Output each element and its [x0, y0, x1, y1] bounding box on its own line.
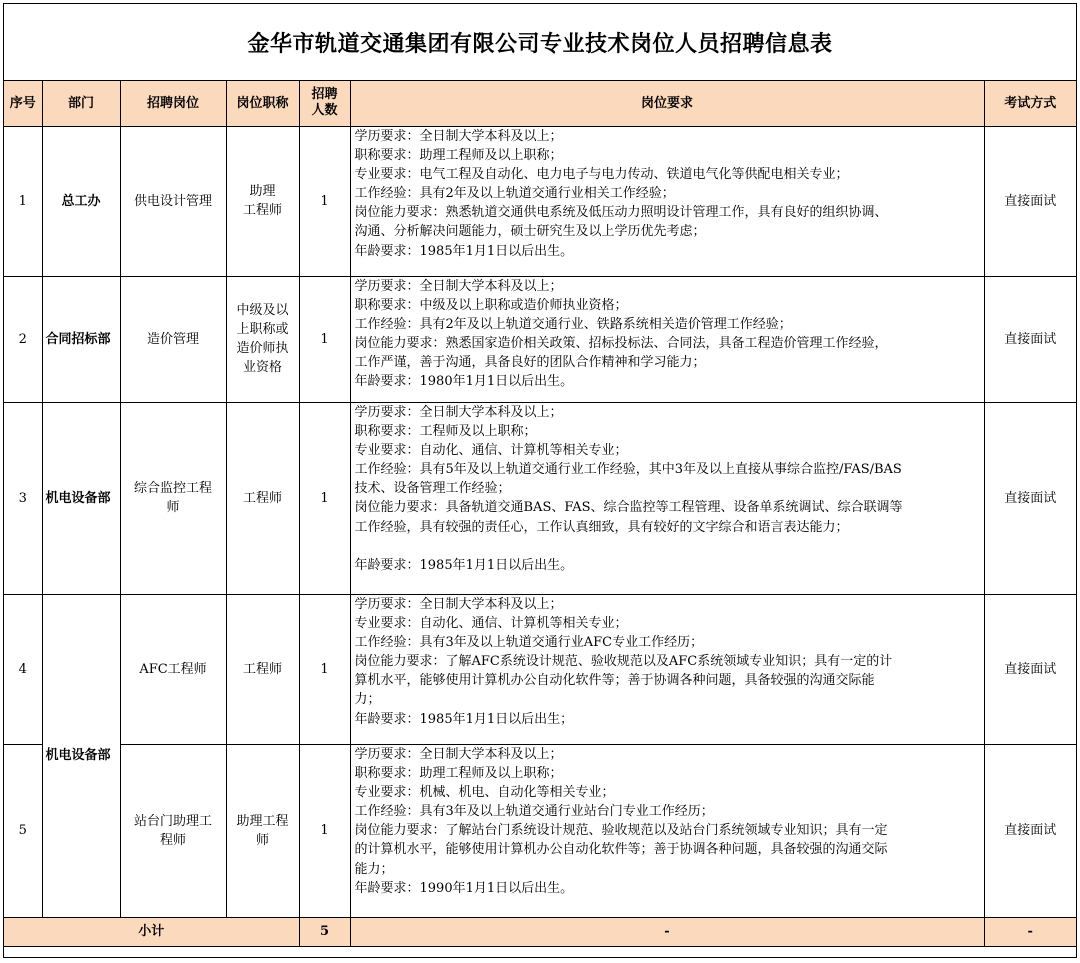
rank-line: 助理工程 — [236, 813, 289, 829]
rank-line: 师 — [255, 832, 269, 848]
rank-line: 工程师 — [242, 490, 282, 506]
table-row — [4, 594, 1076, 744]
row-requirements — [350, 276, 984, 402]
row-position — [120, 594, 226, 744]
header-dept: 部门 — [42, 81, 120, 126]
header-no: 序号 — [4, 81, 42, 126]
row-requirements — [350, 744, 984, 917]
position-line: 师 — [166, 500, 180, 515]
row-dept: 机电设备部 — [42, 402, 120, 594]
position-line: 站台门助理工 — [133, 813, 212, 829]
row-exam: 直接面试 — [984, 594, 1076, 744]
requirement-line — [355, 537, 982, 556]
rank-line: 上职称或 — [236, 322, 289, 337]
page-title: 金华市轨道交通集团有限公司专业技术岗位人员招聘信息表 — [4, 4, 1076, 81]
requirement-line: 年龄要求：1990年1月1日以后出生。 — [354, 880, 574, 896]
rank-line: 造价师执 — [236, 341, 289, 356]
position-line: AFC工程师 — [139, 661, 207, 677]
table-row — [4, 402, 1076, 594]
row-count: 1 — [299, 594, 350, 744]
table-row — [4, 276, 1076, 402]
row-position — [120, 276, 226, 402]
requirement-line: 技术、设备管理工作经验； — [354, 481, 511, 497]
row-no: 4 — [4, 594, 42, 744]
requirement-line: 年龄要求：1985年1月1日以后出生。 — [354, 558, 574, 573]
row-position — [120, 744, 226, 917]
recruitment-sheet — [3, 3, 1077, 958]
row-rank — [226, 744, 299, 917]
requirement-line: 岗位能力要求：具备轨道交通BAS、FAS、综合监控等工程管理、设备单系统调试、综合联调等 — [354, 500, 903, 516]
header-count — [299, 81, 350, 126]
header-position: 招聘岗位 — [120, 81, 226, 126]
requirement-line: 工作经验，具有较强的责任心，工作认真细致，具有较好的文字综合和语言表达能力； — [354, 519, 849, 535]
header-count-line1: 招聘 — [311, 87, 338, 103]
header-exam: 考试方式 — [984, 81, 1076, 126]
requirement-line: 岗位能力要求：了解AFC系统设计规范、验收规范以及AFC系统领域专业知识；具有一定的计 — [354, 654, 893, 670]
requirement-line: 职称要求：工程师及以上职称； — [354, 423, 537, 439]
row-requirements — [350, 402, 984, 594]
row-requirements — [350, 126, 984, 276]
requirement-line: 沟通、分析解决问题能力，硕士研究生及以上学历优先考虑； — [354, 224, 706, 240]
requirement-line: 工作严谨，善于沟通，具备良好的团队合作精神和学习能力； — [354, 355, 706, 371]
row-no: 5 — [4, 744, 42, 917]
row-rank — [226, 126, 299, 276]
requirement-line: 学历要求：全日制大学本科及以上； — [354, 278, 563, 294]
subtotal-exam: - — [984, 917, 1076, 946]
requirement-line: 年龄要求：1985年1月1日以后出生。 — [354, 243, 574, 259]
subtotal-row — [4, 917, 1076, 946]
row-position — [120, 402, 226, 594]
requirement-line: 岗位能力要求：了解站台门系统设计规范、验收规范以及站台门系统领域专业知识；具有一定 — [354, 823, 888, 839]
requirement-line: 工作经验：具有5年及以上轨道交通行业工作经验，其中3年及以上直接从事综合监控/FAS/BAS — [354, 462, 902, 478]
requirement-line: 岗位能力要求：熟悉轨道交通供电系统及低压动力照明设计管理工作，具有良好的组织协调、 — [354, 205, 888, 221]
header-rank: 岗位职称 — [226, 81, 299, 126]
row-exam: 直接面试 — [984, 402, 1076, 594]
requirement-line: 专业要求：机械、机电、自动化等相关专业； — [354, 784, 615, 800]
subtotal-count: 5 — [299, 917, 350, 946]
requirement-line: 职称要求：中级及以上职称或造价师执业资格； — [354, 297, 628, 313]
position-line: 综合监控工程 — [133, 481, 212, 496]
requirement-line: 专业要求：自动化、通信、计算机等相关专业； — [354, 442, 628, 458]
requirement-line: 职称要求：助理工程师及以上职称； — [354, 147, 563, 163]
rank-line: 业资格 — [242, 360, 282, 375]
requirement-line: 专业要求：自动化、通信、计算机等相关专业； — [354, 615, 628, 631]
header-requirements: 岗位要求 — [350, 81, 984, 126]
row-dept: 总工办 — [42, 126, 120, 276]
row-count: 1 — [299, 402, 350, 594]
row-rank — [226, 402, 299, 594]
row-requirements — [350, 594, 984, 744]
requirement-line: 工作经验：具有2年及以上轨道交通行业相关工作经验； — [354, 186, 675, 202]
table-row — [4, 744, 1076, 917]
row-exam: 直接面试 — [984, 744, 1076, 917]
requirement-line: 岗位能力要求：熟悉国家造价相关政策、招标投标法、合同法，具备工程造价管理工作经验， — [354, 336, 888, 352]
requirement-line: 年龄要求：1985年1月1日以后出生； — [354, 711, 574, 727]
requirement-line: 学历要求：全日制大学本科及以上； — [354, 746, 563, 762]
row-dept: 机电设备部 — [42, 594, 120, 917]
rank-line: 工程师 — [242, 203, 282, 218]
recruitment-table — [4, 81, 1076, 947]
row-exam: 直接面试 — [984, 126, 1076, 276]
subtotal-label: 小计 — [4, 917, 299, 946]
row-count: 1 — [299, 276, 350, 402]
row-dept: 合同招标部 — [42, 276, 120, 402]
requirement-line: 的计算机水平，能够使用计算机办公自动化软件等；善于协调各种问题，具备较强的沟通交际 — [354, 842, 888, 858]
requirement-line: 职称要求：助理工程师及以上职称； — [354, 765, 563, 781]
table-row — [4, 126, 1076, 276]
requirement-line: 年龄要求：1980年1月1日以后出生。 — [354, 374, 574, 390]
rank-line: 助理 — [249, 184, 276, 199]
requirement-line: 专业要求：电气工程及自动化、电力电子与电力传动、铁道电气化等供配电相关专业； — [354, 166, 849, 182]
requirement-line: 工作经验：具有3年及以上轨道交通行业站台门专业工作经历； — [354, 804, 714, 820]
rank-line: 中级及以 — [236, 303, 289, 318]
header-row — [4, 81, 1076, 126]
row-no: 3 — [4, 402, 42, 594]
row-no: 2 — [4, 276, 42, 402]
subtotal-requirements: - — [350, 917, 984, 946]
rank-line: 工程师 — [242, 661, 282, 677]
position-line: 供电设计管理 — [133, 193, 212, 209]
row-exam: 直接面试 — [984, 276, 1076, 402]
requirement-line: 力； — [354, 692, 381, 708]
requirement-line: 学历要求：全日制大学本科及以上； — [354, 128, 563, 144]
requirement-line: 工作经验：具有2年及以上轨道交通行业、铁路系统相关造价管理工作经验； — [354, 316, 792, 332]
requirement-line: 学历要求：全日制大学本科及以上； — [354, 596, 563, 612]
row-count: 1 — [299, 126, 350, 276]
position-line: 造价管理 — [146, 331, 199, 347]
requirement-line: 工作经验：具有3年及以上轨道交通行业AFC专业工作经历； — [354, 634, 704, 650]
requirement-line: 算机水平，能够使用计算机办公自动化软件等；善于协调各种问题，具备较强的沟通交际能 — [354, 673, 875, 689]
header-count-line2: 人数 — [311, 103, 338, 119]
position-line: 程师 — [159, 832, 186, 848]
requirement-line: 学历要求：全日制大学本科及以上； — [354, 404, 563, 420]
row-count: 1 — [299, 744, 350, 917]
row-position — [120, 126, 226, 276]
requirement-line: 能力； — [354, 861, 394, 877]
row-no: 1 — [4, 126, 42, 276]
row-rank — [226, 594, 299, 744]
row-rank — [226, 276, 299, 402]
